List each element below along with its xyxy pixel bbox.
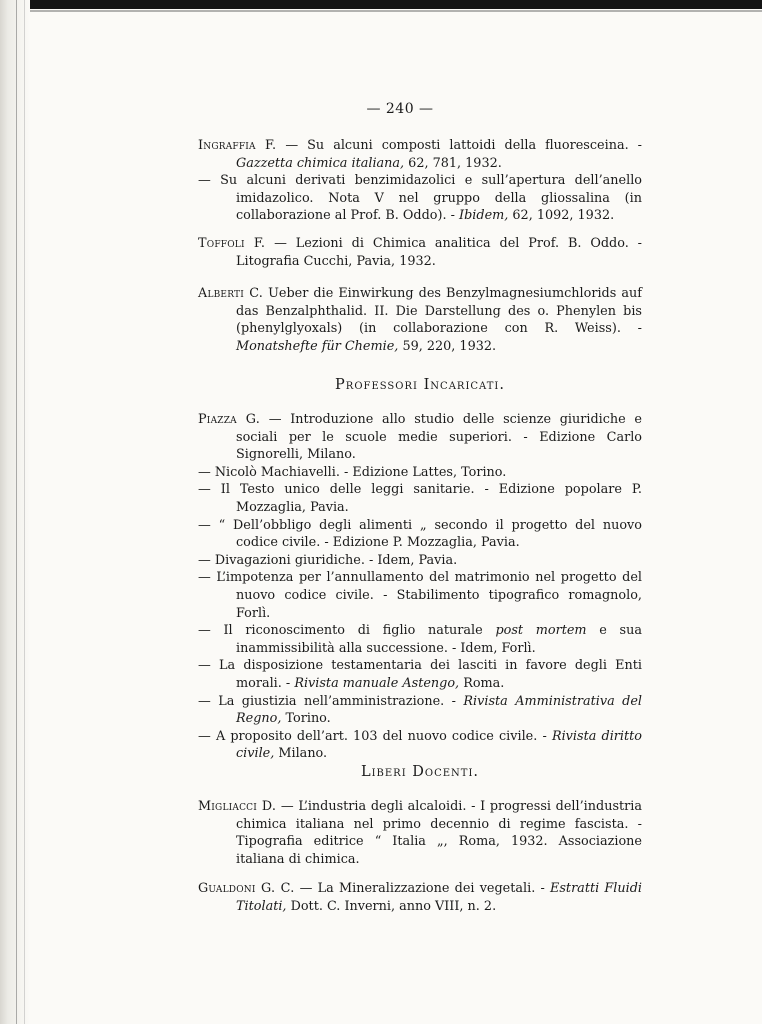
entry-piazza-8 — [198, 657, 642, 692]
section-heading-professori-incaricati: Professori Incaricati. — [335, 377, 505, 393]
journal-title: Rivista Amministrativa del Regno, — [236, 693, 642, 727]
author-name: Alberti C. — [198, 286, 264, 301]
entry-ingraffia-1 — [198, 137, 642, 172]
entry-migliacci — [198, 798, 642, 868]
entry-gualdoni — [198, 880, 642, 915]
section-heading-liberi-docenti: Liberi Docenti. — [360, 764, 480, 780]
journal-title: Estratti Fluidi Titolati, — [236, 881, 642, 914]
entry-group-migliacci — [198, 798, 642, 868]
entry-group-gualdoni — [198, 880, 642, 915]
entry-alberti — [198, 285, 642, 355]
page-number: — 240 — — [366, 101, 434, 117]
entry-text: — L’industria degli alcaloidi. - I progressi dell’industria chimica italiana nel primo decennio di regime fascista. - Tipografia editrice “ Italia „, Roma, 1932. Associazione italiana di chimica. — [236, 799, 642, 867]
author-name: Piazza G. — [198, 412, 261, 427]
entry-text: — La Mineralizzazione dei vegetali. - — [294, 881, 551, 896]
journal-title: Rivista manuale Astengo, — [294, 675, 460, 691]
author-name: Migliacci D. — [198, 799, 277, 814]
author-name: Toffoli F. — [198, 236, 266, 251]
journal-title: Gazzetta chimica italiana, — [236, 155, 405, 171]
journal-title: Monatshefte für Chemie, — [236, 338, 399, 354]
entry-ingraffia-2 — [198, 172, 642, 225]
entry-piazza-6: — L’impotenza per l’annullamento del matrimonio nel progetto del nuovo codice civile. - Stabilimento tipografico romagnolo, Forlì. — [198, 570, 642, 621]
entry-text: — La giustizia nell’amministrazione. - — [198, 693, 464, 709]
entry-group-piazza — [198, 411, 642, 763]
entry-piazza-2: — Nicolò Machiavelli. - Edizione Lattes, Torino. — [198, 464, 507, 480]
entry-text: — Introduzione allo studio delle scienze giuridiche e sociali per le scuole medie superiori. - Edizione Carlo Signorelli, Milano. — [236, 412, 643, 463]
entry-text: — A proposito dell’art. 103 del nuovo codice civile. - — [198, 728, 552, 744]
entry-reference: 59, 220, 1932. — [398, 338, 497, 354]
book-spine — [0, 0, 30, 1024]
entry-piazza-1 — [198, 411, 642, 464]
entry-reference: 62, 781, 1932. — [404, 155, 502, 171]
entry-reference: Milano. — [274, 746, 328, 762]
entry-toffoli — [198, 235, 642, 270]
journal-title: Rivista diritto civile, — [236, 728, 642, 762]
spine-line — [16, 0, 17, 1024]
entry-reference: Roma. — [459, 675, 505, 691]
entry-text: Ueber die Einwirkung des Benzylmagnesiumchlorids auf das Benzalphthalid. II. Die Darstellung des o. Phenylen bis (phenylglyoxals) (in collaborazione con R. Weiss). - — [236, 286, 642, 337]
journal-title: Ibidem, — [459, 208, 509, 224]
entry-reference: Dott. C. Inverni, anno VIII, n. 2. — [286, 898, 497, 914]
author-name: Ingraffia F. — [198, 138, 277, 153]
entry-piazza-9 — [198, 693, 642, 728]
entry-piazza-5: — Divagazioni giuridiche. - Idem, Pavia. — [198, 552, 458, 568]
entry-group-ingraffia — [198, 137, 642, 225]
entry-piazza-7 — [198, 622, 642, 657]
entry-text: — Il riconoscimento di figlio naturale — [198, 623, 496, 639]
entry-group-toffoli — [198, 235, 642, 270]
spine-line-inner — [24, 0, 25, 1024]
entry-reference: Torino. — [281, 711, 331, 727]
page-top-edge — [0, 0, 762, 9]
page-top-shadow — [30, 10, 762, 12]
author-name: Gualdoni G. C. — [198, 881, 295, 896]
entry-text: e sua inammissibilità alla successione. - Idem, Forlì. — [236, 623, 642, 656]
entry-text: — La disposizione testamentaria dei lasciti in favore degli Enti morali. - — [198, 658, 642, 691]
entry-group-alberti — [198, 285, 642, 355]
entry-text: — Su alcuni derivati benzimidazolici e sull’apertura dell’anello imidazolico. Nota V nel gruppo della gliossalina (in collaborazione al Prof. B. Oddo). - — [198, 173, 642, 224]
entry-text: — Lezioni di Chimica analitica del Prof. B. Oddo. - Litografia Cucchi, Pavia, 1932. — [236, 236, 642, 269]
entry-piazza-3: — Il Testo unico delle leggi sanitarie. - Edizione popolare P. Mozzaglia, Pavia. — [198, 482, 642, 515]
entry-piazza-10 — [198, 728, 642, 763]
entry-piazza-4: — “ Dell’obbligo degli alimenti „ secondo il progetto del nuovo codice civile. - Edizione P. Mozzaglia, Pavia. — [198, 517, 642, 551]
entry-reference: 62, 1092, 1932. — [508, 208, 615, 224]
italic-phrase: post mortem — [495, 623, 587, 639]
entry-text: — Su alcuni composti lattoidi della fluoresceina. - — [276, 138, 642, 153]
